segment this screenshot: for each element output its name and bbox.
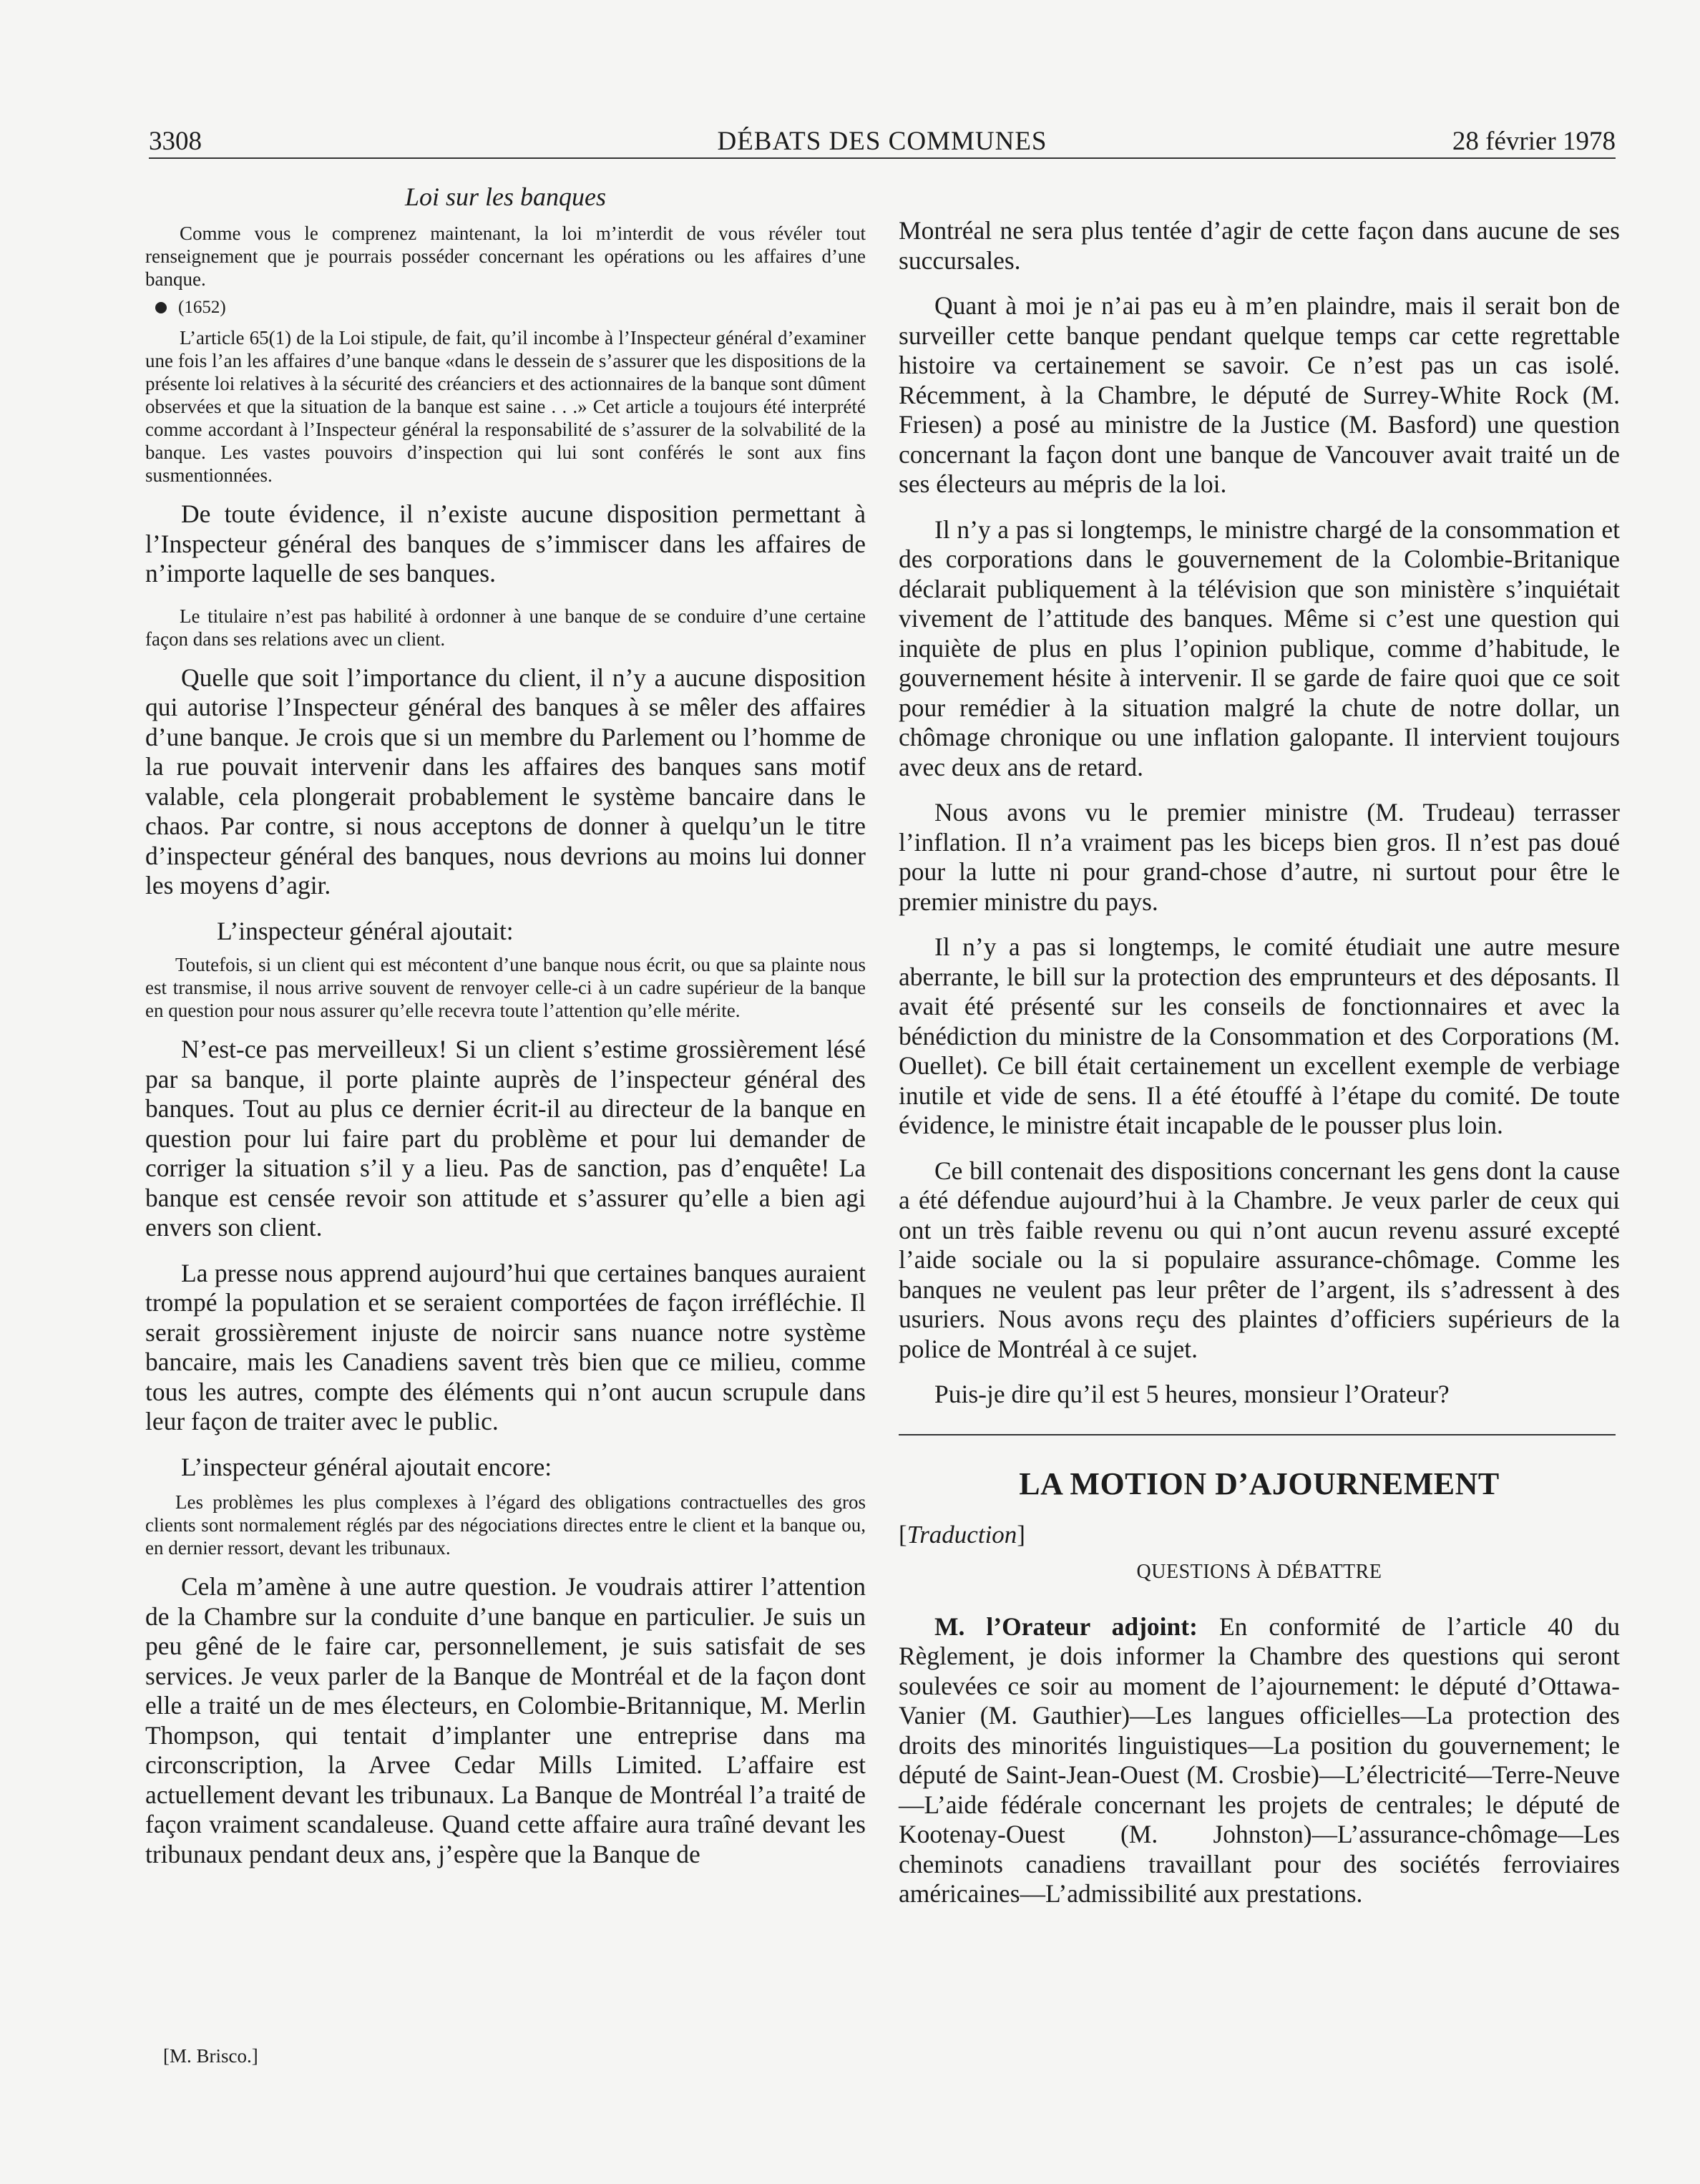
body-paragraph: Nous avons vu le premier ministre (M. Trudeau) terrasser l’inflation. Il n’a vraiment pas les biceps bien gros. Il n’est pas doué pour la lutte ni pour grand-chose d’autre, ni surtout pour être le premier ministre du pays. [899, 798, 1620, 916]
page-header [149, 126, 1616, 159]
body-paragraph: Montréal ne sera plus tentée d’agir de cette façon dans aucune de ses succursales. [899, 216, 1620, 275]
quote-paragraph: Les problèmes les plus complexes à l’égard des obligations contractuelles des gros clients sont normalement réglés par des négociations directes entre le client et la banque ou, en dernier ressort, devant les tribunaux. [145, 1491, 866, 1559]
bullet-icon [155, 302, 167, 313]
subheading: QUESTIONS À DÉBATTRE [1136, 1560, 1382, 1583]
page-number: 3308 [149, 127, 202, 156]
body-paragraph: N’est-ce pas merveilleux! Si un client s’estime grossièrement lésé par sa banque, il porte plainte auprès de l’inspecteur général des banques. Tout au plus ce dernier écrit-il au directeur de la banque en question pour lui faire part du problème et pour lui demander de corriger la situation s’il y a lieu. Pas de sanction, pas d’enquête! La banque est censée revoir son attitude et s’assurer qu’elle a bien agi envers son client. [145, 1035, 866, 1242]
quote-paragraph: Comme vous le comprenez maintenant, la loi m’interdit de vous révéler tout renseignement que je pourrais posséder concernant les opérations ou les affaires d’une banque. [145, 223, 866, 290]
speaker-footer: [M. Brisco.] [163, 2045, 258, 2067]
left-column [145, 179, 866, 1885]
time-marker [155, 298, 866, 318]
quote-paragraph: Toutefois, si un client qui est mécontent d’une banque nous écrit, ou que sa plainte nous est transmise, il nous arrive souvent de renvoyer celle-ci à un cadre supérieur de la banque en question pour nous assurer qu’elle recevra toute l’attention qu’elle mérite. [145, 954, 866, 1021]
translation-note: [Traduction] [899, 1520, 1025, 1549]
body-paragraph: Puis-je dire qu’il est 5 heures, monsieur l’Orateur? [934, 1380, 1450, 1408]
body-paragraph: De toute évidence, il n’existe aucune disposition permettant à l’Inspecteur général des banques de s’immiscer dans les affaires de n’importe laquelle de ses banques. [145, 499, 866, 588]
body-paragraph: Quant à moi je n’ai pas eu à m’en plaindre, mais il serait bon de surveiller cette banque pendant quelque temps car cette regrettable histoire va certainement se savoir. Ce n’est pas un cas isolé. Récemment, à la Chambre, le député de Surrey-White Rock (M. Friesen) a posé au ministre de la Justice (M. Basford) une question concernant la façon dont une banque de Vancouver avait traité un de ses électeurs au mépris de la loi. [899, 291, 1620, 498]
time-marker-label: (1652) [178, 298, 226, 317]
quote-paragraph: L’article 65(1) de la Loi stipule, de fait, qu’il incombe à l’Inspecteur général d’examiner une fois l’an les affaires d’une banque «dans le dessein de s’assurer que les dispositions de la présente loi relatives à la sécurité des créanciers et des actionnaires de la banque sont dûment observées et que la situation de la banque est saine . . .» Cet article a toujours été interprété comme accordant à l’Inspecteur général la responsabilité de s’assurer de la solvabilité de la banque. Les vastes pouvoirs d’inspection qui lui sont conférés le sont aux fins susmentionnées. [145, 327, 866, 486]
section-divider [899, 1434, 1616, 1435]
body-paragraph: Ce bill contenait des dispositions concernant les gens dont la cause a été défendue aujourd’hui à la Chambre. Je veux parler de ceux qui ont un très faible revenu ou qui n’ont aucun revenu assuré excepté l’aide sociale ou la si populaire assurance-chômage. Comme les banques ne veulent pas leur prêter de l’argent, ils s’adressent à des usuriers. Nous avons reçu des plaintes d’officiers supérieurs de la police de Montréal à ce sujet. [899, 1156, 1620, 1363]
speaker-text: En conformité de l’article 40 du Règlement, je dois informer la Chambre des questions qui seront soulevées ce soir au moment de l’ajournement: le député d’Ottawa-Vanier (M. Gauthier)—Les langues officielles—La protection des droits des minorités linguistiques—La position du gouvernement; le député de Saint-Jean-Ouest (M. Crosbie)—L’électricité—Terre-Neuve—L’aide fédérale concernant les projets de centrales; le député de Kootenay-Ouest (M. Johnston)—L’assurance-chômage—Les cheminots canadiens travaillant pour des sociétés ferroviaires américaines—L’admissibilité aux prestations. [899, 1612, 1620, 1908]
speaker-label: M. l’Orateur adjoint: [934, 1612, 1198, 1641]
running-title: Loi sur les banques [404, 182, 607, 211]
publication-title: DÉBATS DES COMMUNES [717, 127, 1047, 156]
quote-paragraph: Le titulaire n’est pas habilité à ordonner à une banque de se conduire d’une certaine façon dans ses relations avec un client. [145, 605, 866, 650]
right-column [899, 216, 1620, 1925]
page-date: 28 février 1978 [1452, 127, 1616, 156]
body-paragraph: Il n’y a pas si longtemps, le comité étudiait une autre mesure aberrante, le bill sur la protection des emprunteurs et des déposants. Il avait été présenté sur les conseils de fonctionnaires et avec la bénédiction du ministre de la Consommation et des Corporations (M. Ouellet). Ce bill était certainement un excellent exemple de verbiage inutile et vide de sens. Il a été étouffé à l’étape du comité. De toute évidence, le ministre était incapable de le pousser plus loin. [899, 932, 1620, 1139]
body-paragraph: L’inspecteur général ajoutait encore: [181, 1452, 552, 1481]
body-paragraph: L’inspecteur général ajoutait: [217, 916, 514, 945]
body-paragraph: La presse nous apprend aujourd’hui que certaines banques auraient trompé la population et se seraient comportées de façon irréfléchie. Il serait grossièrement injuste de noircir sans nuance notre système bancaire, mais les Canadiens savent très bien que ce milieu, comme tous les autres, compte des éléments qui n’ont aucun scrupule dans leur façon de traiter avec le public. [145, 1258, 866, 1435]
section-title: LA MOTION D’AJOURNEMENT [1019, 1466, 1500, 1501]
body-paragraph: Cela m’amène à une autre question. Je voudrais attirer l’attention de la Chambre sur la conduite d’une banque en particulier. Je suis un peu gêné de le faire car, personnellement, je suis satisfait de ses services. Je veux parler de la Banque de Montréal et de la façon dont elle a traité un de mes électeurs, en Colombie-Britannique, M. Merlin Thompson, qui tentait d’implanter une entreprise dans ma circonscription, la Arvee Cedar Mills Limited. L’affaire est actuellement devant les tribunaux. La Banque de Montréal l’a traité de façon vraiment scandaleuse. Quand cette affaire aura traîné devant les tribunaux pendant deux ans, j’espère que la Banque de [145, 1572, 866, 1868]
body-paragraph [899, 1612, 1620, 1909]
body-paragraph: Quelle que soit l’importance du client, il n’y a aucune disposition qui autorise l’Inspecteur général des banques à se mêler des affaires d’une banque. Je crois que si un membre du Parlement ou l’homme de la rue pouvait intervenir dans les affaires des banques sans motif valable, cela plongerait probablement le système bancaire dans le chaos. Par contre, si nous acceptons de donner à quelqu’un le titre d’inspecteur général des banques, nous devrions au moins lui donner les moyens d’agir. [145, 663, 866, 900]
translation-label: Traduction [907, 1520, 1017, 1549]
body-paragraph: Il n’y a pas si longtemps, le ministre chargé de la consommation et des corporations dans le gouvernement de la Colombie-Britanique déclarait publiquement à la télévision que son ministère s’inquiétait vivement de l’attitude des banques. Même si c’est une question qui inquiète de plus en plus l’opinion publique, comme d’habitude, le gouvernement hésite à intervenir. Il se garde de faire quoi que ce soit pour remédier à la situation malgré la chute de notre dollar, un chômage chronique ou une inflation galopante. Il intervient toujours avec deux ans de retard. [899, 515, 1620, 781]
